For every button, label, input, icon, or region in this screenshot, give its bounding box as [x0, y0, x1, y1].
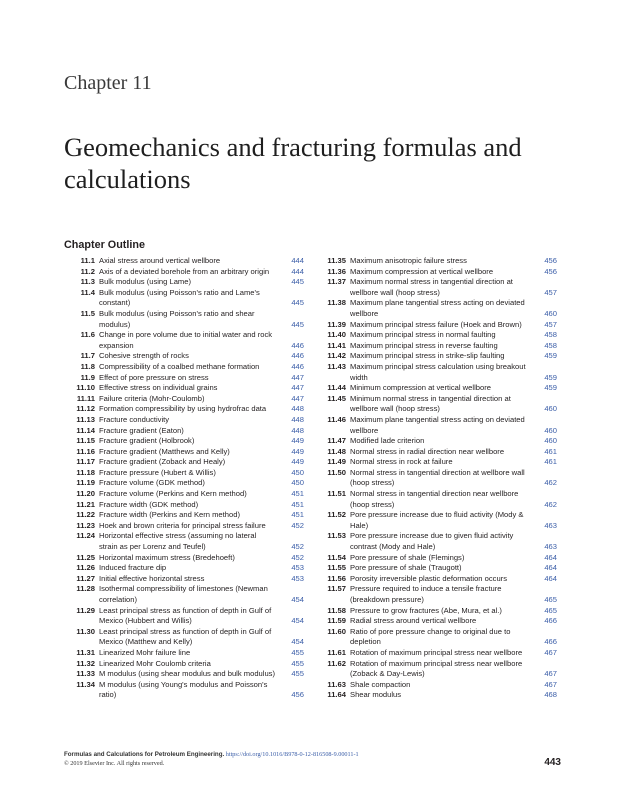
entry-number: 11.3 — [80, 277, 95, 287]
entry-page-link[interactable]: 458 — [544, 340, 557, 350]
entry-page-link[interactable]: 449 — [291, 436, 304, 446]
entry-page-link[interactable]: 446 — [291, 361, 304, 371]
entry-title: Fracture pressure (Hubert & Willis) — [99, 467, 216, 477]
outline-entry[interactable] — [64, 383, 304, 394]
outline-left-column — [64, 256, 304, 701]
entry-number: 11.12 — [76, 404, 95, 414]
outline-entry[interactable] — [64, 553, 304, 564]
outline-entry[interactable] — [64, 563, 304, 574]
entry-number: 11.4 — [80, 287, 95, 297]
entry-number: 11.23 — [76, 520, 95, 530]
outline-entry[interactable] — [315, 510, 557, 531]
entry-page-link[interactable]: 447 — [291, 393, 304, 403]
outline-entry[interactable] — [315, 563, 557, 574]
outline-entry[interactable] — [315, 531, 557, 552]
entry-page-link[interactable]: 449 — [291, 457, 304, 467]
entry-title: Fracture width (GDK method) — [99, 499, 199, 509]
entry-number: 11.64 — [327, 690, 346, 700]
outline-entry[interactable] — [315, 690, 557, 701]
entry-title: Maximum principal stress in strike-slip faulting — [350, 351, 505, 361]
entry-title: Pore pressure of shale (Traugott) — [350, 563, 462, 573]
outline-entry[interactable] — [315, 648, 557, 659]
entry-title: Horizontal maximum stress (Bredehoeft) — [99, 552, 235, 562]
outline-entry[interactable] — [315, 383, 557, 394]
entry-title: Pressure required to induce a tensile fracture (breakdown pressure) — [350, 584, 502, 604]
entry-page-link[interactable]: 465 — [544, 605, 557, 615]
entry-page-link[interactable]: 456 — [544, 266, 557, 276]
outline-entry[interactable] — [315, 584, 557, 605]
footer-book-title: Formulas and Calculations for Petroleum Engineering. — [64, 751, 225, 758]
outline-entry[interactable] — [64, 415, 304, 426]
entry-number: 11.44 — [327, 383, 346, 393]
outline-entry[interactable] — [64, 521, 304, 532]
entry-number: 11.45 — [327, 393, 346, 403]
entry-number: 11.54 — [327, 552, 346, 562]
entry-title: Maximum plane tangential stress acting on deviated wellbore — [350, 298, 525, 318]
entry-title: Axis of a deviated borehole from an arbitrary origin — [99, 266, 270, 276]
entry-title: Shale compaction — [350, 679, 411, 689]
entry-number: 11.35 — [327, 256, 346, 265]
entry-title: Formation compressibility by using hydrofrac data — [99, 404, 267, 414]
entry-number: 11.8 — [80, 361, 95, 371]
entry-page-link[interactable]: 444 — [291, 266, 304, 276]
outline-entry[interactable] — [315, 553, 557, 564]
entry-page-link[interactable]: 456 — [291, 690, 304, 700]
outline-entry[interactable] — [315, 680, 557, 691]
outline-entry[interactable] — [64, 436, 304, 447]
entry-number: 11.42 — [327, 351, 346, 361]
entry-title: Pore pressure of shale (Flemings) — [350, 552, 465, 562]
entry-number: 11.21 — [76, 499, 95, 509]
outline-entry[interactable] — [315, 267, 557, 278]
outline-entry[interactable] — [315, 341, 557, 352]
entry-page-link[interactable]: 450 — [291, 478, 304, 488]
entry-title: Least principal stress as function of depth in Gulf of Mexico (Matthew and Kelly) — [99, 626, 272, 647]
entry-title: Effective stress on individual grains — [99, 383, 218, 393]
entry-page-link[interactable]: 445 — [291, 319, 304, 329]
entry-page-link[interactable]: 454 — [291, 637, 304, 647]
entry-page-link[interactable]: 455 — [291, 658, 304, 668]
entry-number: 11.9 — [80, 372, 95, 382]
entry-title: Normal stress in tangential direction near wellbore (hoop stress) — [350, 489, 519, 509]
entry-title: Minimum normal stress in tangential direction at wellbore wall (hoop stress) — [350, 393, 511, 414]
entry-number: 11.53 — [327, 531, 346, 541]
entry-page-link[interactable]: 464 — [544, 552, 557, 562]
outline-entry[interactable] — [64, 531, 304, 552]
entry-page-link[interactable]: 461 — [544, 446, 557, 456]
entry-title: Least principal stress as function of depth in Gulf of Mexico (Hubbert and Willis) — [99, 605, 272, 626]
entry-page-link[interactable]: 447 — [291, 383, 304, 393]
entry-page-link[interactable]: 460 — [544, 425, 557, 435]
entry-number: 11.51 — [327, 489, 346, 499]
entry-number: 11.55 — [327, 563, 346, 573]
entry-page-link[interactable]: 465 — [544, 595, 557, 604]
entry-number: 11.6 — [80, 330, 95, 340]
entry-page-link[interactable]: 459 — [544, 351, 557, 361]
entry-page-link[interactable]: 445 — [291, 277, 304, 287]
entry-page-link[interactable]: 448 — [291, 414, 304, 424]
entry-number: 11.32 — [76, 658, 95, 668]
entry-page-link[interactable]: 452 — [291, 542, 304, 552]
outline-entry[interactable] — [315, 616, 557, 627]
outline-entry[interactable] — [315, 256, 557, 267]
entry-page-link[interactable]: 453 — [291, 563, 304, 573]
chapter-label: Chapter 11 — [64, 72, 152, 94]
entry-title: Isothermal compressibility of limestones (Newman correlation) — [99, 584, 268, 604]
entry-page-link[interactable]: 461 — [544, 457, 557, 467]
entry-title: Pore pressure increase due to given fluid activity contrast (Mody and Hale) — [350, 531, 514, 552]
entry-number: 11.18 — [76, 467, 95, 477]
outline-entry[interactable] — [315, 436, 557, 447]
entry-page-link[interactable]: 459 — [544, 372, 557, 382]
entry-page-link[interactable]: 450 — [291, 467, 304, 477]
entry-title: Maximum compression at vertical wellbore — [350, 266, 494, 276]
entry-number: 11.49 — [327, 457, 346, 467]
entry-title: Compressibility of a coalbed methane formation — [99, 361, 260, 371]
outline-entry[interactable] — [64, 510, 304, 521]
outline-entry[interactable] — [315, 320, 557, 331]
entry-number: 11.41 — [327, 340, 346, 350]
entry-number: 11.26 — [76, 563, 95, 573]
entry-number: 11.48 — [327, 446, 346, 456]
entry-title: Maximum principal stress failure (Hoek and Brown) — [350, 319, 522, 329]
entry-title: Fracture gradient (Holbrook) — [99, 436, 195, 446]
entry-page-link[interactable]: 454 — [291, 595, 304, 604]
outline-entry[interactable] — [64, 394, 304, 405]
entry-number: 11.39 — [327, 319, 346, 329]
entry-page-link[interactable]: 457 — [544, 287, 557, 297]
outline-heading: Chapter Outline — [64, 239, 145, 251]
entry-number: 11.1 — [80, 256, 95, 265]
entry-title: Maximum principal stress in normal faulting — [350, 330, 496, 340]
entry-number: 11.60 — [327, 626, 346, 636]
entry-title: Modified lade criterion — [350, 436, 425, 446]
entry-page-link[interactable]: 445 — [291, 298, 304, 308]
footer — [64, 751, 359, 768]
entry-number: 11.17 — [76, 457, 95, 467]
entry-page-link[interactable]: 466 — [544, 616, 557, 626]
outline-entry[interactable] — [64, 309, 304, 330]
outline-entry[interactable] — [64, 627, 304, 648]
entry-number: 11.43 — [327, 361, 346, 371]
chapter-title: Geomechanics and fracturing formulas and calculations — [64, 132, 522, 194]
entry-number: 11.30 — [76, 626, 95, 636]
outline-entry[interactable] — [64, 500, 304, 511]
entry-title: Effect of pore pressure on stress — [99, 372, 209, 382]
outline-entry[interactable] — [64, 659, 304, 670]
entry-title: Bulk modulus (using Poisson's ratio and Lame's constant) — [99, 287, 260, 308]
outline-entry[interactable] — [64, 669, 304, 680]
entry-page-link[interactable]: 455 — [291, 647, 304, 657]
entry-title: Shear modulus — [350, 690, 402, 700]
entry-title: Cohesive strength of rocks — [99, 351, 189, 361]
outline-entry[interactable] — [64, 351, 304, 362]
entry-number: 11.52 — [327, 510, 346, 520]
entry-title: Bulk modulus (using Lame) — [99, 277, 192, 287]
entry-title: Linearized Mohr Coulomb criteria — [99, 658, 211, 668]
entry-title: Fracture gradient (Matthews and Kelly) — [99, 446, 230, 456]
entry-page-link[interactable]: 468 — [544, 690, 557, 700]
footer-copyright: © 2019 Elsevier Inc. All rights reserved. — [64, 759, 165, 767]
entry-number: 11.24 — [76, 531, 95, 541]
outline-entry[interactable] — [315, 330, 557, 341]
entry-title: Normal stress in radial direction near wellbore — [350, 446, 505, 456]
entry-number: 11.2 — [80, 266, 95, 276]
entry-title: Normal stress in tangential direction at wellbore wall (hoop stress) — [350, 467, 525, 488]
entry-page-link[interactable]: 456 — [544, 256, 557, 265]
outline-entry[interactable] — [64, 680, 304, 701]
entry-title: Maximum normal stress in tangential direction at wellbore wall (hoop stress) — [350, 277, 513, 297]
outline-entry[interactable] — [315, 627, 557, 648]
entry-title: Initial effective horizontal stress — [99, 573, 205, 583]
entry-page-link[interactable]: 454 — [291, 616, 304, 626]
outline-entry[interactable] — [315, 489, 557, 510]
outline-entry[interactable] — [64, 256, 304, 267]
entry-page-link[interactable]: 451 — [291, 489, 304, 499]
entry-title: Fracture gradient (Eaton) — [99, 425, 184, 435]
entry-title: Rotation of maximum principal stress near wellbore — [350, 647, 523, 657]
entry-title: Rotation of maximum principal stress near wellbore (Zoback & Day-Lewis) — [350, 658, 523, 679]
entry-page-link[interactable]: 463 — [544, 520, 557, 530]
entry-title: Failure criteria (Mohr-Coulomb) — [99, 393, 205, 403]
entry-number: 11.22 — [76, 510, 95, 520]
entry-number: 11.36 — [327, 266, 346, 276]
entry-number: 11.7 — [80, 351, 95, 361]
entry-number: 11.27 — [76, 573, 95, 583]
entry-number: 11.62 — [327, 658, 346, 668]
entry-number: 11.34 — [76, 679, 95, 689]
outline-entry[interactable] — [64, 606, 304, 627]
entry-title: Hoek and brown criteria for principal stress failure — [99, 520, 266, 530]
entry-number: 11.46 — [327, 414, 346, 424]
entry-title: Fracture gradient (Zoback and Healy) — [99, 457, 226, 467]
entry-number: 11.16 — [76, 446, 95, 456]
entry-title: Induced fracture dip — [99, 563, 167, 573]
entry-number: 11.20 — [76, 489, 95, 499]
entry-number: 11.37 — [327, 277, 346, 287]
outline-entry[interactable] — [64, 457, 304, 468]
outline-entry[interactable] — [315, 606, 557, 617]
footer-doi-link[interactable]: https://doi.org/10.1016/B978-0-12-816508-9.00011-1 — [225, 751, 359, 758]
entry-title: Fracture width (Perkins and Kern method) — [99, 510, 240, 520]
entry-page-link[interactable]: 452 — [291, 552, 304, 562]
outline-entry[interactable] — [315, 659, 557, 680]
entry-number: 11.5 — [80, 308, 95, 318]
entry-number: 11.58 — [327, 605, 346, 615]
entry-title: Fracture volume (GDK method) — [99, 478, 205, 488]
entry-number: 11.13 — [76, 414, 95, 424]
entry-page-link[interactable]: 455 — [291, 669, 304, 679]
entry-number: 11.63 — [327, 679, 346, 689]
outline-entry[interactable] — [315, 574, 557, 585]
outline-entry[interactable] — [315, 394, 557, 415]
entry-title: Linearized Mohr failure line — [99, 647, 191, 657]
entry-number: 11.11 — [76, 393, 95, 403]
entry-page-link[interactable]: 466 — [544, 637, 557, 647]
entry-number: 11.59 — [327, 616, 346, 626]
entry-number: 11.56 — [327, 573, 346, 583]
entry-page-link[interactable]: 467 — [544, 669, 557, 679]
entry-page-link[interactable]: 449 — [291, 446, 304, 456]
outline-entry[interactable] — [315, 298, 557, 319]
entry-number: 11.25 — [76, 552, 95, 562]
outline-entry[interactable] — [64, 584, 304, 605]
entry-page-link[interactable]: 460 — [544, 308, 557, 318]
entry-page-link[interactable]: 451 — [291, 499, 304, 509]
outline-entry[interactable] — [64, 288, 304, 309]
outline-entry[interactable] — [64, 478, 304, 489]
page-number: 443 — [544, 757, 561, 768]
outline-entry[interactable] — [64, 373, 304, 384]
entry-title: Ratio of pore pressure change to original due to depletion — [350, 626, 511, 647]
entry-title: Normal stress in rock at failure — [350, 457, 453, 467]
entry-title: Maximum principal stress in reverse faulting — [350, 340, 498, 350]
entry-number: 11.28 — [76, 584, 95, 594]
outline-entry[interactable] — [64, 574, 304, 585]
entry-page-link[interactable]: 467 — [544, 679, 557, 689]
entry-title: Axial stress around vertical wellbore — [99, 256, 221, 265]
entry-page-link[interactable]: 444 — [291, 256, 304, 265]
entry-title: Maximum anisotropic failure stress — [350, 256, 467, 265]
outline-entry[interactable] — [64, 648, 304, 659]
outline-entry[interactable] — [64, 447, 304, 458]
entry-page-link[interactable]: 460 — [544, 436, 557, 446]
outline-entry[interactable] — [64, 489, 304, 500]
entry-title: Maximum principal stress calculation using breakout width — [350, 361, 526, 382]
entry-number: 11.14 — [76, 425, 95, 435]
outline-entry[interactable] — [64, 362, 304, 373]
entry-title: Minimum compression at vertical wellbore — [350, 383, 491, 393]
outline-entry[interactable] — [315, 447, 557, 458]
outline-entry[interactable] — [315, 415, 557, 436]
outline-entry[interactable] — [64, 277, 304, 288]
entry-title: Bulk modulus (using Poisson's ratio and shear modulus) — [99, 308, 255, 329]
entry-title: Pressure to grow fractures (Abe, Mura, et al.) — [350, 605, 502, 615]
entry-number: 11.47 — [327, 436, 346, 446]
outline-entry[interactable] — [64, 330, 304, 351]
entry-page-link[interactable]: 462 — [544, 499, 557, 509]
entry-number: 11.10 — [76, 383, 95, 393]
outline-entry[interactable] — [315, 362, 557, 383]
entry-number: 11.33 — [76, 669, 95, 679]
entry-number: 11.15 — [76, 436, 95, 446]
entry-title: Maximum plane tangential stress acting on deviated wellbore — [350, 414, 525, 435]
entry-page-link[interactable]: 464 — [544, 573, 557, 583]
entry-number: 11.50 — [327, 467, 346, 477]
entry-title: Fracture volume (Perkins and Kern method) — [99, 489, 247, 499]
entry-title: Pore pressure increase due to fluid activity (Mody & Hale) — [350, 510, 524, 530]
entry-title: Fracture conductivity — [99, 414, 170, 424]
entry-page-link[interactable]: 453 — [291, 573, 304, 583]
entry-page-link[interactable]: 447 — [291, 372, 304, 382]
entry-title: Radial stress around vertical wellbore — [350, 616, 477, 626]
outline-right-column — [315, 256, 557, 701]
outline-entry[interactable] — [315, 468, 557, 489]
outline-entry[interactable] — [315, 277, 557, 298]
entry-title: Horizontal effective stress (assuming no lateral strain as per Lorenz and Teufel) — [99, 531, 257, 552]
outline-entry[interactable] — [64, 267, 304, 278]
entry-page-link[interactable]: 463 — [544, 542, 557, 552]
outline-entry[interactable] — [64, 468, 304, 479]
entry-number: 11.40 — [327, 330, 346, 340]
entry-page-link[interactable]: 446 — [291, 351, 304, 361]
entry-page-link[interactable]: 451 — [291, 510, 304, 520]
outline-entry[interactable] — [64, 404, 304, 415]
outline-entry[interactable] — [64, 426, 304, 437]
entry-number: 11.29 — [76, 605, 95, 615]
entry-page-link[interactable]: 448 — [291, 404, 304, 414]
entry-page-link[interactable]: 459 — [544, 383, 557, 393]
entry-number: 11.61 — [327, 647, 346, 657]
entry-title: M modulus (using shear modulus and bulk modulus) — [99, 669, 276, 679]
entry-page-link[interactable]: 467 — [544, 647, 557, 657]
entry-title: M modulus (using Young's modulus and Poisson's ratio) — [99, 679, 268, 700]
entry-page-link[interactable]: 448 — [291, 425, 304, 435]
entry-title: Porosity irreversible plastic deformation occurs — [350, 573, 507, 583]
entry-page-link[interactable]: 446 — [291, 340, 304, 350]
entry-number: 11.57 — [327, 584, 346, 594]
entry-number: 11.38 — [327, 298, 346, 308]
entry-page-link[interactable]: 458 — [544, 330, 557, 340]
entry-page-link[interactable]: 464 — [544, 563, 557, 573]
entry-page-link[interactable]: 460 — [544, 404, 557, 414]
outline-entry[interactable] — [315, 351, 557, 362]
entry-page-link[interactable]: 462 — [544, 478, 557, 488]
entry-page-link[interactable]: 457 — [544, 319, 557, 329]
entry-title: Change in pore volume due to initial water and rock expansion — [99, 330, 273, 350]
entry-number: 11.19 — [76, 478, 95, 488]
outline-entry[interactable] — [315, 457, 557, 468]
entry-number: 11.31 — [76, 647, 95, 657]
entry-page-link[interactable]: 452 — [291, 520, 304, 530]
